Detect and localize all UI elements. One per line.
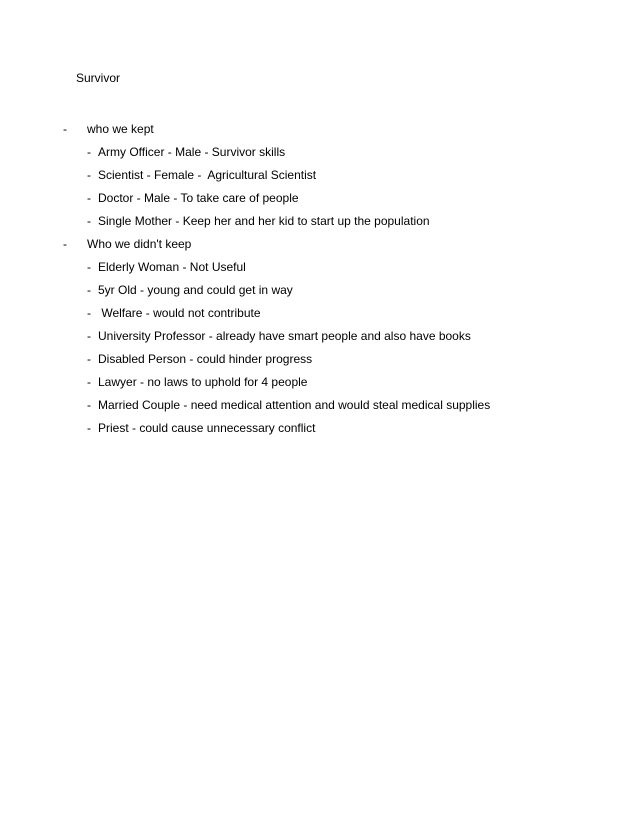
bullet-dash: -: [63, 237, 67, 251]
bullet-dash: -: [87, 329, 91, 343]
list-item-text: 5yr Old - young and could get in way: [98, 283, 293, 297]
bullet-dash: -: [87, 306, 91, 320]
list-item-text: Scientist - Female - Agricultural Scientist: [98, 168, 317, 182]
bullet-dash: -: [87, 168, 91, 182]
list-item-text: Army Officer - Male - Survivor skills: [98, 145, 286, 159]
bullet-dash: -: [87, 352, 91, 366]
bullet-dash: -: [87, 191, 91, 205]
bullet-dash: -: [87, 145, 91, 159]
list-item-text: Married Couple - need medical attention and would steal medical supplies: [98, 398, 491, 412]
bullet-dash: -: [87, 375, 91, 389]
bullet-dash: -: [87, 283, 91, 297]
list-item-text: University Professor - already have smart people and also have books: [98, 329, 471, 343]
list-item-text: Lawyer - no laws to uphold for 4 people: [98, 375, 308, 389]
section-heading-text: who we kept: [87, 122, 154, 136]
document-title: Survivor: [76, 71, 121, 85]
list-item-text: Disabled Person - could hinder progress: [98, 352, 313, 366]
list-item-text: Doctor - Male - To take care of people: [98, 191, 299, 205]
list-item-text: Single Mother - Keep her and her kid to start up the population: [98, 214, 430, 228]
list-item-text: Welfare - would not contribute: [98, 306, 261, 320]
bullet-dash: -: [87, 421, 91, 435]
list-item-text: Elderly Woman - Not Useful: [98, 260, 246, 274]
bullet-dash: -: [87, 214, 91, 228]
bullet-dash: -: [63, 122, 67, 136]
list-item-text: Priest - could cause unnecessary conflict: [98, 421, 316, 435]
bullet-dash: -: [87, 398, 91, 412]
section-heading-text: Who we didn't keep: [87, 237, 192, 251]
bullet-dash: -: [87, 260, 91, 274]
